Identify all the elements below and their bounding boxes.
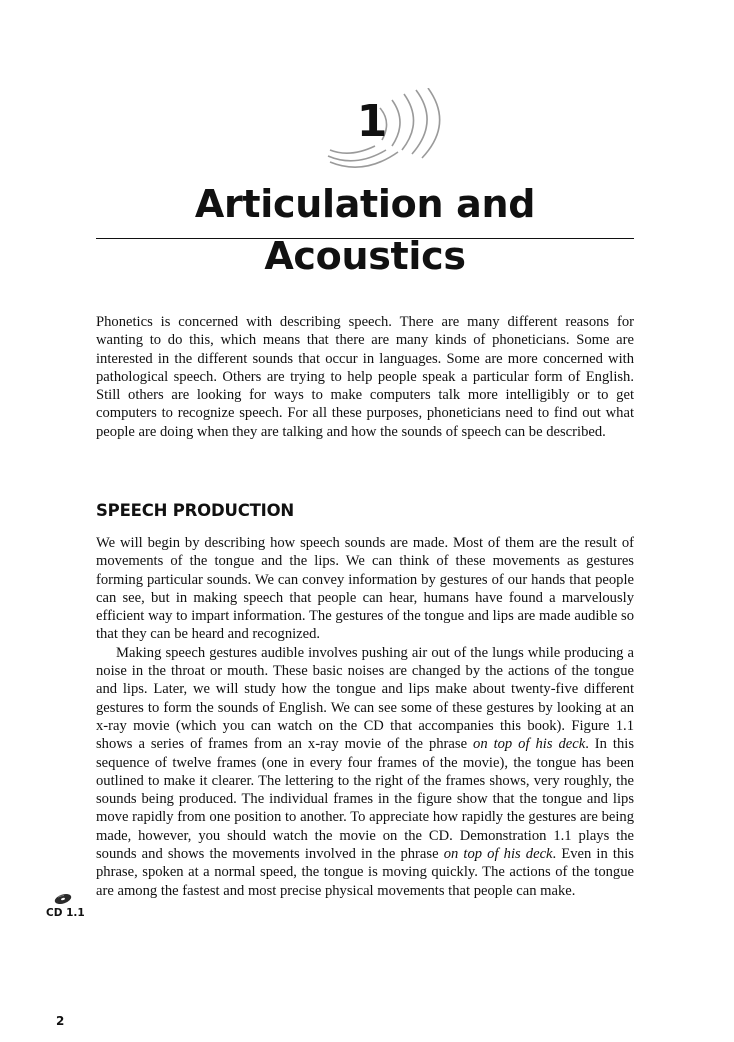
section-heading: SPEECH PRODUCTION	[96, 501, 295, 520]
section-body	[96, 534, 634, 900]
phrase-emphasis: on top of his deck	[443, 846, 553, 863]
intro-paragraph: Phonetics is concerned with describing speech. There are many different reasons for wanting to do this, which means that there are many kinds of phoneticians. Some are interested in the different sounds that occur in languages. Some are more concerned with pathological speech. Others are trying to help people speak a particular form of English. Still others are looking for ways to make computers talk more intelligibly or to get computers to recognize speech. For all these purposes, phoneticians need to find out what people are doing when they are talking and how the sounds of speech can be described.	[96, 314, 634, 440]
paragraph-text: Making speech gestures audible involves pushing air out of the lungs while producing a noise in the throat or mouth. These basic noises are changed by the actions of the tongue and lips. Later, we will study how the tongue and lips make about twenty-five different gestures to form the sounds of English. We can see some of these gestures by looking at an x-ray movie (which you can watch on the CD that accompanies this book). Figure 1.1 shows a series of frames from an x-ray movie of the phrase	[96, 644, 634, 753]
chapter-number: 1	[356, 96, 388, 147]
title-divider	[96, 238, 634, 239]
paragraph-text: . In this sequence of twelve frames (one in every four frames of the movie), the tongue has been outlined to make it clearer. The lettering to the right of the frames shows, very roughly, the sounds being produced. The individual frames in the figure show that the tongue and lips move rapidly from one position to another. To appreciate how rapidly the gestures are being made, however, you should watch the movie on the CD. Demonstration 1.1 plays the sounds and shows the movements involved in the phrase	[96, 736, 635, 863]
cd-icon	[54, 893, 72, 905]
paragraph	[96, 644, 634, 900]
chapter-title: Articulation and Acoustics	[194, 182, 536, 278]
paragraph: We will begin by describing how speech sounds are made. Most of them are the result of movements of the tongue and the lips. We can think of these movements as gestures forming particular sounds. We can convey information by gestures of our hands that people can see, but in making speech that people can hear, humans have found a marvelously efficient way to impart information. The gestures of the tongue and lips are made audible so that they can be heard and recognized.	[96, 535, 634, 643]
phrase-emphasis: on top of his deck	[473, 736, 586, 753]
page-number: 2	[56, 1014, 65, 1028]
cd-reference-label: CD 1.1	[46, 907, 85, 919]
paragraph-text: . Even in this phrase, spoken at a normal speed, the tongue is moving quickly. The actions of the tongue are among the fastest and most precise physical movements that people can make.	[96, 846, 634, 899]
